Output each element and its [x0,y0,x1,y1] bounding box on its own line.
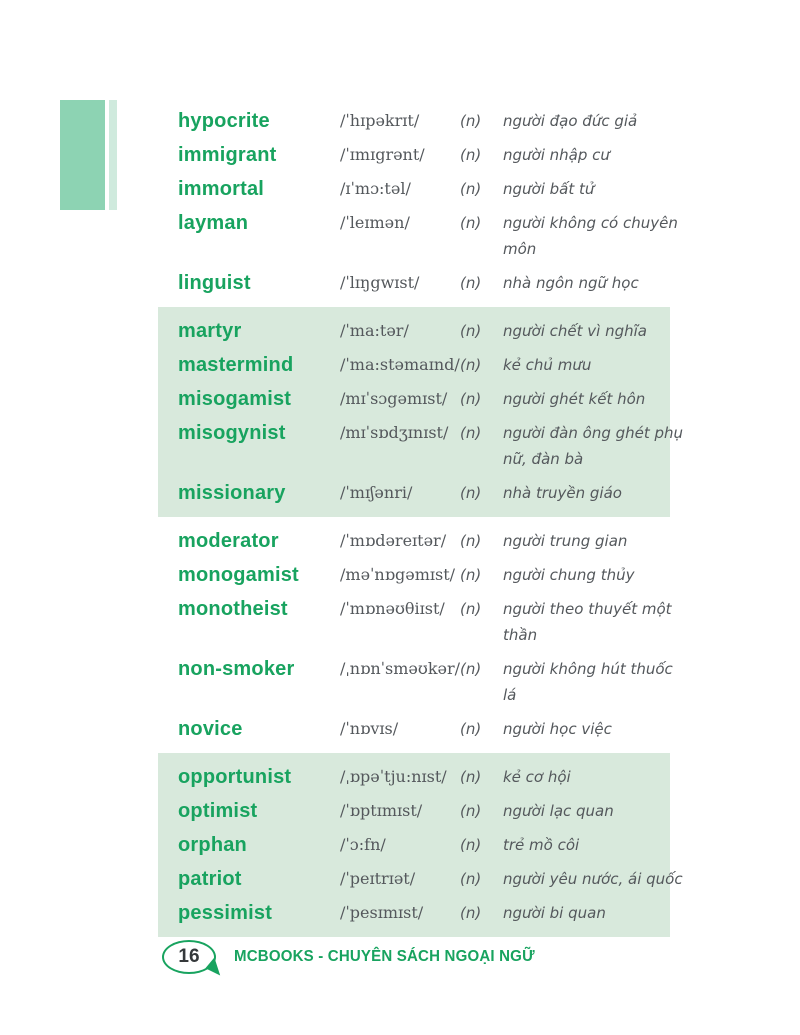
decorative-strip [109,100,117,210]
part-of-speech: (n) [460,532,482,550]
part-of-speech: (n) [460,660,482,678]
word-list-section [158,104,678,300]
meaning-vietnamese: người theo thuyết một thần [503,600,672,644]
meaning-vietnamese: người yêu nước, ái quốc [503,870,683,888]
word-list [158,104,684,944]
ipa-transcription: /məˈnɒgəmɪst/ [340,565,456,584]
badge-tail-icon [205,957,226,978]
meaning-vietnamese: người bi quan [503,904,606,922]
headword: patriot [178,868,242,890]
part-of-speech: (n) [460,836,482,854]
part-of-speech: (n) [460,214,482,232]
meaning-vietnamese: người đàn ông ghét phụ nữ, đàn bà [503,424,684,468]
decorative-rectangle [60,100,105,210]
meaning-vietnamese: người không hút thuốc lá [503,660,673,704]
ipa-transcription: /ˈnɒvɪs/ [340,719,399,738]
word-list-section [158,524,673,746]
vocabulary-row [158,382,688,416]
ipa-transcription: /ˈɒptɪmɪst/ [340,801,423,820]
meaning-vietnamese: người không có chuyên môn [503,214,678,258]
meaning-vietnamese: người nhập cư [503,146,610,164]
part-of-speech: (n) [460,870,482,888]
vocabulary-row [158,862,688,896]
word-list-section [158,307,684,517]
meaning-vietnamese: người ghét kết hôn [503,390,646,408]
headword: moderator [178,530,279,552]
headword: immigrant [178,144,277,166]
vocabulary-row [158,760,688,794]
vocabulary-row [158,416,688,476]
part-of-speech: (n) [460,112,482,130]
headword: monotheist [178,598,288,620]
part-of-speech: (n) [460,768,482,786]
meaning-vietnamese: người học việc [503,720,612,738]
part-of-speech: (n) [460,274,482,292]
word-list-section [158,753,683,937]
ipa-transcription: /ˈma:stəmaɪnd/ [340,355,460,374]
ipa-transcription: /ˈmɒdəreɪtər/ [340,531,447,550]
part-of-speech: (n) [460,390,482,408]
vocabulary-row [158,206,688,266]
headword: hypocrite [178,110,270,132]
headword: non-smoker [178,658,295,680]
ipa-transcription: /ˈmɒnəʊθiɪst/ [340,599,445,618]
headword: opportunist [178,766,292,788]
headword: missionary [178,482,286,504]
headword: monogamist [178,564,299,586]
vocabulary-row [158,138,688,172]
ipa-transcription: /mɪˈsɔgəmɪst/ [340,389,448,408]
part-of-speech: (n) [460,802,482,820]
meaning-vietnamese: kẻ chủ mưu [503,356,592,374]
meaning-vietnamese: người bất tử [503,180,595,198]
vocabulary-row [158,652,688,712]
meaning-vietnamese: trẻ mồ côi [503,836,580,854]
ipa-transcription: /ˈleɪmən/ [340,213,410,232]
vocabulary-row [158,896,688,930]
ipa-transcription: /ˈmɪʃənri/ [340,483,413,502]
headword: immortal [178,178,265,200]
vocabulary-row [158,794,688,828]
vocabulary-row [158,524,688,558]
part-of-speech: (n) [460,356,482,374]
meaning-vietnamese: người chết vì nghĩa [503,322,647,340]
vocabulary-row [158,476,688,510]
headword: layman [178,212,249,234]
part-of-speech: (n) [460,484,482,502]
part-of-speech: (n) [460,424,482,442]
headword: misogamist [178,388,292,410]
vocabulary-row [158,348,688,382]
headword: mastermind [178,354,294,376]
ipa-transcription: /ˈlɪŋgwɪst/ [340,273,420,292]
vocabulary-row [158,712,688,746]
ipa-transcription: /ˈpesɪmɪst/ [340,903,424,922]
part-of-speech: (n) [460,904,482,922]
meaning-vietnamese: kẻ cơ hội [503,768,571,786]
ipa-transcription: /ˈhɪpəkrɪt/ [340,111,420,130]
headword: orphan [178,834,247,856]
ipa-transcription: /ɪˈmɔ:təl/ [340,179,411,198]
vocabulary-row [158,592,688,652]
meaning-vietnamese: nhà ngôn ngữ học [503,274,639,292]
headword: optimist [178,800,258,822]
ipa-transcription: /ˈpeɪtrɪət/ [340,869,416,888]
ipa-transcription: /mɪˈsɒdʒɪnɪst/ [340,423,449,442]
vocabulary-row [158,172,688,206]
meaning-vietnamese: người lạc quan [503,802,614,820]
meaning-vietnamese: người chung thủy [503,566,635,584]
headword: novice [178,718,243,740]
vocabulary-row [158,266,688,300]
part-of-speech: (n) [460,146,482,164]
part-of-speech: (n) [460,180,482,198]
page-number: 16 [178,946,200,967]
meaning-vietnamese: nhà truyền giáo [503,484,622,502]
headword: linguist [178,272,251,294]
part-of-speech: (n) [460,600,482,618]
ipa-transcription: /ˌnɒnˈsməʊkər/ [340,659,461,678]
ipa-transcription: /ˌɒpəˈtju:nɪst/ [340,767,447,786]
publisher-name: MCBOOKS - CHUYÊN SÁCH NGOẠI NGỮ [234,948,535,965]
meaning-vietnamese: người trung gian [503,532,628,550]
vocabulary-row [158,314,688,348]
vocabulary-row [158,558,688,592]
meaning-vietnamese: người đạo đức giả [503,112,638,130]
headword: pessimist [178,902,273,924]
vocabulary-row [158,828,688,862]
ipa-transcription: /ˈma:tər/ [340,321,409,340]
ipa-transcription: /ˈɪmɪgrənt/ [340,145,425,164]
headword: misogynist [178,422,286,444]
ipa-transcription: /ˈɔ:fn/ [340,835,386,854]
page-footer [162,940,554,974]
part-of-speech: (n) [460,720,482,738]
vocabulary-row [158,104,688,138]
page-number-badge [162,940,216,974]
part-of-speech: (n) [460,566,482,584]
part-of-speech: (n) [460,322,482,340]
headword: martyr [178,320,242,342]
